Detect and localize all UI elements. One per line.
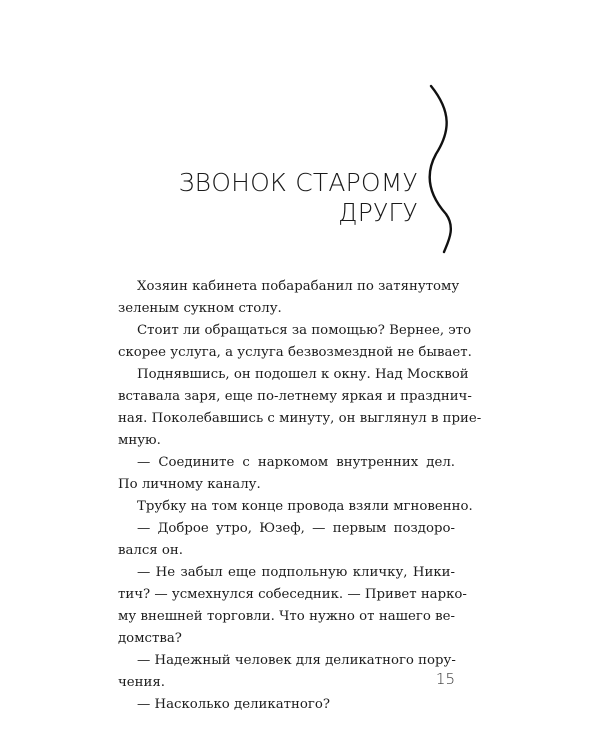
text-line: вался он.	[118, 543, 184, 558]
text-line: — Надежный человек для деликатного пору-	[137, 653, 456, 668]
chapter-body-text	[0, 276, 600, 712]
text-line: Хозяин кабинета побарабанил по затянутому	[137, 279, 460, 294]
text-line: вставала заря, еще по-летнему яркая и празднич-	[118, 389, 472, 404]
text-line: чения.	[118, 675, 166, 690]
text-line: — Насколько деликатного?	[137, 697, 330, 712]
page-number: 15	[435, 670, 455, 688]
text-line: — Доброе утро, Юзеф, — первым поздоро-	[137, 521, 455, 536]
text-line: Трубку на том конце провода взяли мгновенно.	[137, 499, 473, 514]
chapter-title-line-1: ЗВОНОК СТАРОМУ	[178, 168, 418, 197]
text-line: ная. Поколебавшись с минуту, он выглянул в прие-	[118, 411, 482, 426]
chapter-title-line-2: ДРУГУ	[338, 198, 418, 227]
text-line: зеленым сукном столу.	[118, 301, 282, 316]
text-line: Стоит ли обращаться за помощью? Вернее, это	[137, 323, 472, 338]
text-line: скорее услуга, а услуга безвозмездной не бывает.	[118, 345, 472, 360]
text-line: му внешней торговли. Что нужно от нашего ве-	[118, 609, 455, 624]
text-line: Поднявшись, он подошел к окну. Над Москвой	[137, 367, 469, 382]
decorative-wave-line	[422, 84, 462, 254]
text-line: По личному каналу.	[118, 477, 261, 492]
text-line: мную.	[118, 433, 161, 448]
text-line: домства?	[118, 631, 182, 646]
text-line: — Не забыл еще подпольную кличку, Ники-	[137, 565, 455, 580]
text-line: — Соедините с наркомом внутренних дел.	[137, 455, 455, 470]
text-line: тич? — усмехнулся собеседник. — Привет нарко-	[118, 587, 467, 602]
